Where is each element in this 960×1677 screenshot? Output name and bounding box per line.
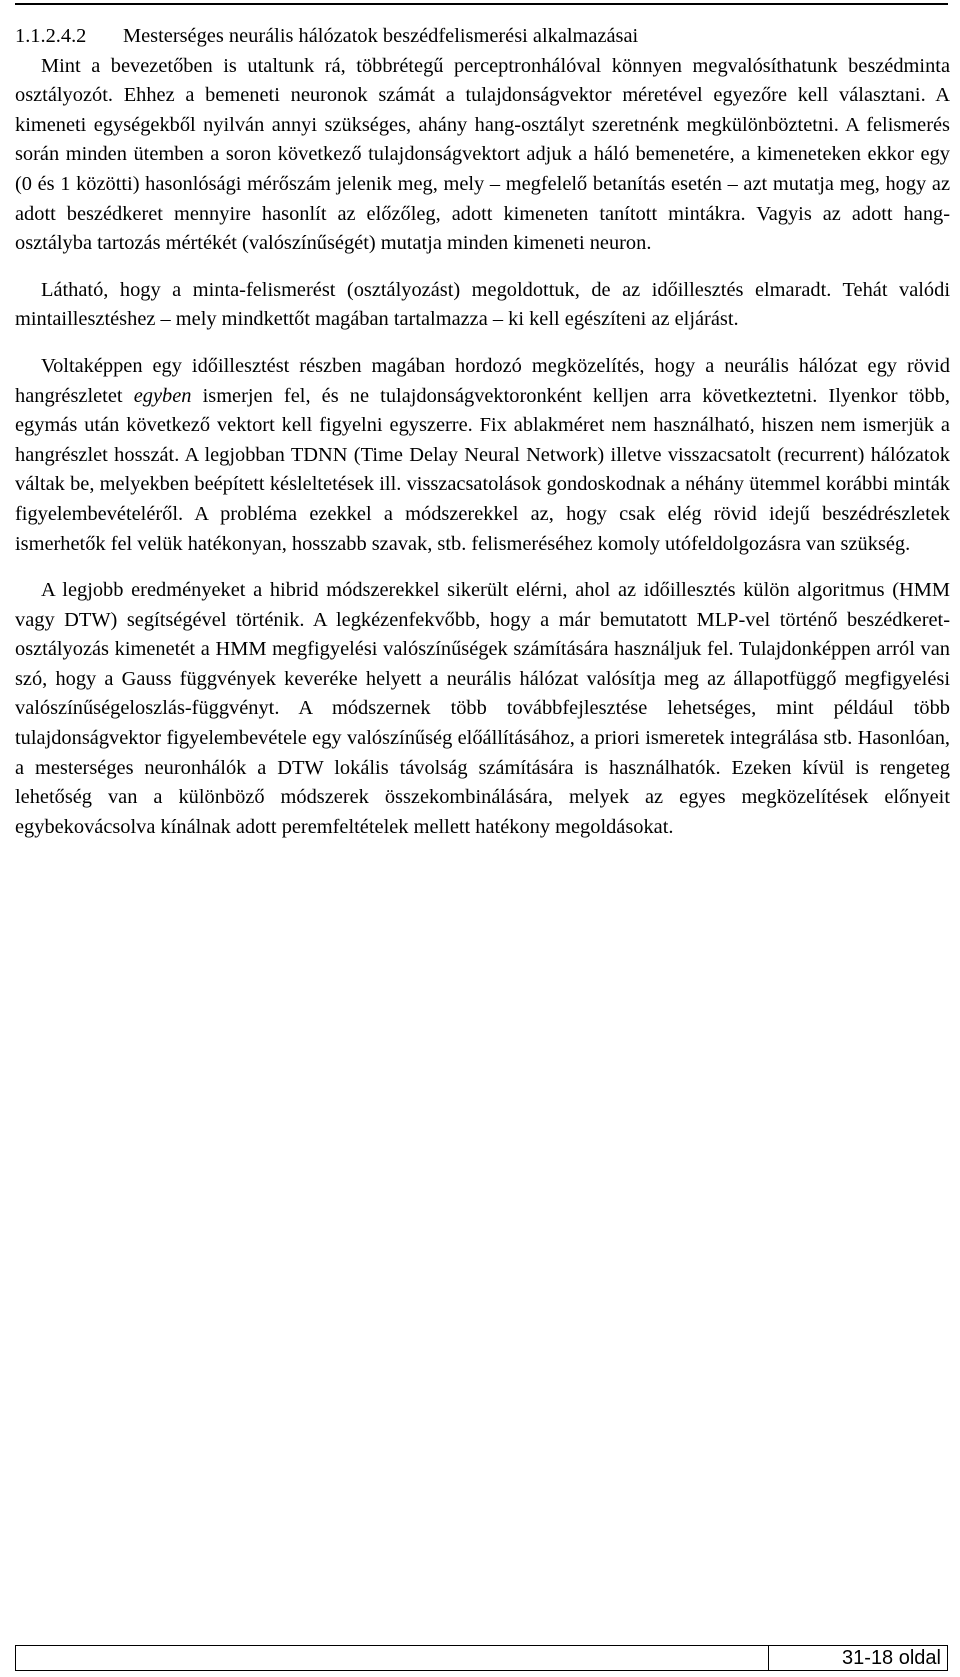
paragraph-text: Voltaképpen egy időillesztést részben magában hordozó megközelítés, hogy a neurális hálózat egy rövid hangrészletet — [15, 354, 950, 407]
header-rule — [15, 3, 948, 5]
paragraph-text: Látható, hogy a minta-felismerést (osztályozást) megoldottuk, de az időillesztés elmaradt. Tehát valódi mintaillesztéshez – mely mindkettőt magában tartalmazza – ki kell egészíteni az eljárást. — [15, 278, 950, 331]
footer-blank-cell — [16, 1646, 769, 1670]
paragraph-text: A legjobb eredményeket a hibrid módszerekkel sikerült elérni, ahol az időillesztés külön algoritmus (HMM vagy DTW) segítségével történik. A legkézenfekvőbb, hogy a már bemutatott MLP-vel történő beszédkeret-osztályozás kimenetét a HMM megfigyelési valószínűségek számítására használjuk fel. Tulajdonképpen arról van szó, hogy a Gauss függvények keveréke helyett a neurális hálózat valósítja meg az állapotfüggő megfigyelési valószínűségeloszlás-függvényt. A módszernek több továbbfejlesztése lehetséges, mint például több tulajdonságvektor figyelembevétele egy valószínűség előállításához, a priori ismeretek integrálása stb. Hasonlóan, a mesterséges neuronhálók a DTW lokális távolság számítására is használhatók. Ezeken kívül is rengeteg lehetőség van a különböző módszerek összekombinálására, melyek az egyes megközelítések előnyeit egybekovácsolva kínálnak adott peremfeltételek mellett hatékony megoldásokat. — [15, 579, 950, 838]
paragraph-text: ismerjen fel, és ne tulajdonságvektoronként kelljen arra következtetni. Ilyenkor több, egymás után következő vektort kell figyelni egyszerre. Fix ablakméret nem használható, hiszen nem ismerjük a hangrészlet hosszát. A legjobban TDNN (Time Delay Neural Network) illetve visszacsatolt (recurrent) hálózatok váltak be, melyekben beépített késleltetések ill. visszacsatolások gondoskodnak a néhány ütemmel korábbi minták figyelembevételéről. A probléma ezekkel a módszerekkel az, hogy csak elég rövid idejű beszédrészletek ismerhetők fel velük hatékonyan, hosszabb szavak, stb. felismeréséhez komoly utófeldolgozásra van szükség. — [15, 384, 950, 555]
section-heading — [15, 22, 950, 52]
paragraph — [15, 52, 950, 259]
page-content — [15, 22, 950, 842]
body-text — [15, 52, 950, 843]
page-footer — [15, 1645, 948, 1671]
page-number: 31-18 oldal — [842, 1647, 941, 1669]
paragraph-text: Mint a bevezetőben is utaltunk rá, többrétegű perceptronhálóval könnyen megvalósíthatunk beszédminta osztályozót. Ehhez a bemeneti neuronok számát a tulajdonságvektor méretével egyezőre kell választani. A kimeneti egységekből nyilván annyi szükséges, ahány hang-osztályt szeretnénk megkülönböztetni. A felismerés során minden ütemben a soron következő tulajdonságvektort adjuk a háló bemenetére, a kimeneteken ekkor egy (0 és 1 közötti) hasonlósági mérőszám jelenik meg, mely – megfelelő betanítás esetén – azt mutatja meg, hogy az adott beszédkeret mennyire hasonlít az előzőleg, adott kimeneten tanított mintákra. Vagyis az adott hang-osztályba tartozás mértékét (valószínűségét) mutatja minden kimeneti neuron. — [15, 54, 950, 255]
section-title: Mesterséges neurális hálózatok beszédfelismerési alkalmazásai — [123, 25, 639, 47]
section-number: 1.1.2.4.2 — [15, 25, 87, 47]
paragraph — [15, 276, 950, 335]
paragraph — [15, 576, 950, 842]
paragraph — [15, 352, 950, 559]
emphasis-text: egyben — [133, 384, 192, 407]
